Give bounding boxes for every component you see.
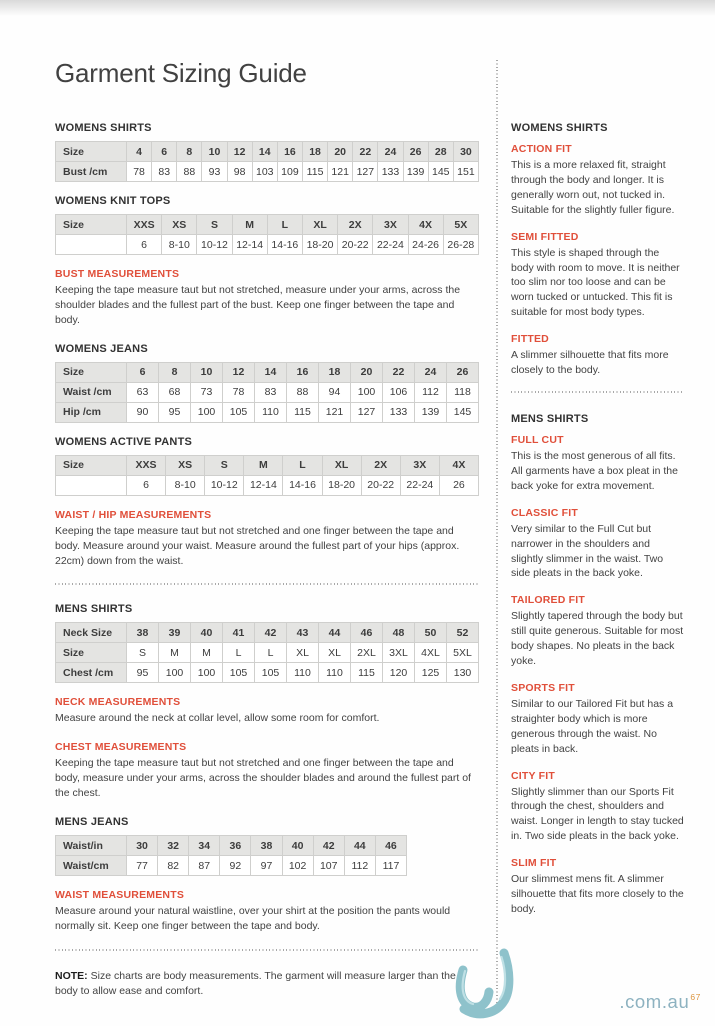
section-divider-dotted — [55, 583, 479, 585]
header-cell: 34 — [189, 836, 220, 856]
fit-name: FITTED — [511, 333, 549, 346]
value-cell: 83 — [255, 382, 287, 402]
measurement-heading: CHEST MEASUREMENTS — [55, 741, 187, 754]
right-column — [511, 122, 684, 930]
header-cell: 10 — [191, 362, 223, 382]
table-row — [56, 836, 407, 856]
value-cell: 139 — [415, 402, 447, 422]
fit-description: This is a more relaxed fit, straight through the body and longer. It is generally worn out, not tucked in. Suitable for the slightly fuller figure. — [511, 159, 675, 216]
fit-description: This style is shaped through the body with room to move. It is neither too slim nor too loose and can be worn tucked or untucked. This fit is suitable for most body types. — [511, 246, 680, 319]
value-cell: 100 — [159, 663, 191, 683]
header-cell: 48 — [383, 623, 415, 643]
header-cell: 3X — [400, 455, 439, 475]
value-cell: 117 — [375, 856, 406, 876]
fit-block-classic-fit — [511, 507, 684, 582]
fit-description: A slimmer silhouette that fits more closely to the body. — [511, 349, 669, 377]
value-cell: 90 — [127, 402, 159, 422]
fit-block-fitted — [511, 333, 684, 378]
section-heading: MENS JEANS — [55, 816, 129, 829]
value-cell: 10-12 — [205, 475, 244, 495]
row-label-cell — [56, 235, 127, 255]
measurement-heading: WAIST / HIP MEASUREMENTS — [55, 508, 212, 521]
fit-block-tailored-fit — [511, 594, 684, 669]
bust-measurements-note — [55, 268, 479, 328]
value-cell: 82 — [158, 856, 189, 876]
fit-description: Our slimmest mens fit. A slimmer silhouette that fits more closely to the body. — [511, 873, 684, 915]
header-cell: 22 — [383, 362, 415, 382]
fit-block-action-fit — [511, 143, 684, 218]
note-text: Size charts are body measurements. The garment will measure larger than the body to allow ease and comfort. — [55, 969, 456, 998]
header-cell: 39 — [159, 623, 191, 643]
value-cell: 127 — [351, 402, 383, 422]
header-cell: 8 — [159, 362, 191, 382]
value-cell: 12-14 — [244, 475, 283, 495]
header-cell: XL — [302, 215, 337, 235]
header-cell: S — [205, 455, 244, 475]
value-cell: 94 — [319, 382, 351, 402]
brand-ribbon-u-logo-icon — [450, 948, 530, 1020]
header-cell: 16 — [287, 362, 319, 382]
value-cell: 110 — [319, 663, 351, 683]
header-cell: Neck Size — [56, 623, 127, 643]
value-cell: 93 — [202, 162, 227, 182]
value-cell: 88 — [177, 162, 202, 182]
value-cell: 92 — [220, 856, 251, 876]
fit-name: SPORTS FIT — [511, 681, 575, 694]
measurement-text: Keeping the tape measure taut but not stretched, measure under your arms, across the shoulder blades and the fullest part of the bust. Keep one finger between the tape and body. — [55, 284, 461, 326]
header-cell: S — [197, 215, 232, 235]
womens-fits-heading: WOMENS SHIRTS — [511, 122, 608, 134]
row-label-cell: Hip /cm — [56, 402, 127, 422]
header-cell: M — [232, 215, 267, 235]
fit-name: SLIM FIT — [511, 857, 557, 870]
value-cell: 3XL — [383, 643, 415, 663]
header-cell: 46 — [351, 623, 383, 643]
header-cell: 44 — [344, 836, 375, 856]
page-number: 67 — [690, 991, 701, 1002]
value-cell: M — [159, 643, 191, 663]
value-cell: XL — [287, 643, 319, 663]
header-cell: 40 — [191, 623, 223, 643]
header-cell: 41 — [223, 623, 255, 643]
header-cell: 20 — [351, 362, 383, 382]
header-cell: 24 — [415, 362, 447, 382]
womens-shirts-section — [55, 122, 479, 182]
header-cell: 18 — [302, 142, 327, 162]
header-cell: 10 — [202, 142, 227, 162]
fits-divider-dotted — [511, 391, 684, 393]
waist-measurements-note — [55, 889, 479, 934]
value-cell: 121 — [328, 162, 353, 182]
value-cell: L — [223, 643, 255, 663]
value-cell: 73 — [191, 382, 223, 402]
footer-website — [619, 991, 700, 1013]
value-cell: 105 — [223, 402, 255, 422]
fit-name: CITY FIT — [511, 769, 555, 782]
value-cell: 87 — [189, 856, 220, 876]
header-cell: Size — [56, 362, 127, 382]
womens-active-pants-section — [55, 436, 479, 496]
header-cell: 52 — [447, 623, 479, 643]
fit-description: Slightly slimmer than our Sports Fit through the chest, shoulders and waist. Longer in length to stay tucked in. Two side pleats in the back yoke. — [511, 785, 684, 843]
header-cell: 26 — [447, 362, 479, 382]
section-heading: MENS SHIRTS — [55, 603, 133, 616]
header-cell: 12 — [223, 362, 255, 382]
chest-measurements-note — [55, 741, 479, 801]
header-cell: XXS — [127, 215, 162, 235]
value-cell: 100 — [351, 382, 383, 402]
waist-hip-measurements-note — [55, 509, 479, 569]
mens-jeans-section — [55, 816, 479, 876]
footer-domain-text: .com.au — [619, 991, 690, 1012]
womens-shirts-table — [55, 141, 479, 182]
value-cell: 103 — [252, 162, 277, 182]
value-cell: 18-20 — [322, 475, 361, 495]
table-row — [56, 235, 479, 255]
header-cell: 6 — [152, 142, 177, 162]
header-cell: 4 — [127, 142, 152, 162]
value-cell: 102 — [282, 856, 313, 876]
value-cell: 83 — [152, 162, 177, 182]
row-label-cell: Chest /cm — [56, 663, 127, 683]
neck-measurements-note — [55, 696, 479, 726]
header-cell: 42 — [255, 623, 287, 643]
value-cell: 14-16 — [267, 235, 302, 255]
table-row — [56, 362, 479, 382]
value-cell: 78 — [127, 162, 152, 182]
value-cell: 127 — [353, 162, 378, 182]
table-row — [56, 475, 479, 495]
header-cell: Size — [56, 142, 127, 162]
value-cell: 121 — [319, 402, 351, 422]
measurement-heading: WAIST MEASUREMENTS — [55, 889, 185, 902]
footer-note — [55, 969, 479, 999]
table-row — [56, 402, 479, 422]
value-cell: 105 — [223, 663, 255, 683]
value-cell: 12-14 — [232, 235, 267, 255]
value-cell: 26 — [439, 475, 478, 495]
header-cell: 42 — [313, 836, 344, 856]
fit-block-city-fit — [511, 770, 684, 845]
header-cell: XS — [162, 215, 197, 235]
row-label-cell: Waist/cm — [56, 856, 127, 876]
header-cell: 12 — [227, 142, 252, 162]
page-title: Garment Sizing Guide — [55, 58, 307, 88]
womens-knit-tops-section — [55, 195, 479, 255]
header-cell: 24 — [378, 142, 403, 162]
section-heading: WOMENS KNIT TOPS — [55, 195, 171, 207]
header-cell: XL — [322, 455, 361, 475]
header-cell: 18 — [319, 362, 351, 382]
measurement-text: Measure around your natural waistline, over your shirt at the position the pants would normally sit. Keep one finger between the tape and body. — [55, 905, 451, 932]
header-cell: 38 — [251, 836, 282, 856]
value-cell: 88 — [287, 382, 319, 402]
value-cell: L — [255, 643, 287, 663]
header-cell: 6 — [127, 362, 159, 382]
fit-description: Slightly tapered through the body but still quite generous. Suitable for most body shapes. No pleats in the back yoke. — [511, 610, 684, 668]
womens-jeans-table — [55, 362, 479, 423]
value-cell: 8-10 — [166, 475, 205, 495]
header-cell: Waist/in — [56, 836, 127, 856]
header-cell: 2X — [338, 215, 373, 235]
header-cell: Size — [56, 455, 127, 475]
header-cell: 3X — [373, 215, 408, 235]
value-cell: 125 — [415, 663, 447, 683]
value-cell: 105 — [255, 663, 287, 683]
table-row — [56, 856, 407, 876]
value-cell: 68 — [159, 382, 191, 402]
header-cell: 44 — [319, 623, 351, 643]
mens-fits-heading: MENS SHIRTS — [511, 412, 589, 425]
value-cell: 112 — [344, 856, 375, 876]
header-cell: 4X — [439, 455, 478, 475]
header-cell: XS — [166, 455, 205, 475]
value-cell: 63 — [127, 382, 159, 402]
value-cell: 77 — [127, 856, 158, 876]
value-cell: 22-24 — [400, 475, 439, 495]
value-cell: 118 — [447, 382, 479, 402]
value-cell: 5XL — [447, 643, 479, 663]
womens-active-pants-table — [55, 455, 479, 496]
fit-description: This is the most generous of all fits. All garments have a box pleat in the back yoke for extra movement. — [511, 449, 678, 492]
value-cell: 139 — [403, 162, 428, 182]
header-cell: 26 — [403, 142, 428, 162]
row-label-cell: Size — [56, 643, 127, 663]
fit-name: FULL CUT — [511, 433, 564, 446]
table-row — [56, 455, 479, 475]
fit-block-full-cut — [511, 434, 684, 494]
header-cell: 14 — [255, 362, 287, 382]
table-row — [56, 663, 479, 683]
fit-name: CLASSIC FIT — [511, 506, 578, 519]
header-cell: XXS — [127, 455, 166, 475]
header-cell: 30 — [453, 142, 478, 162]
value-cell: 107 — [313, 856, 344, 876]
fit-block-slim-fit — [511, 857, 684, 917]
value-cell: 100 — [191, 663, 223, 683]
mens-shirts-table — [55, 622, 479, 683]
fit-description: Similar to our Tailored Fit but has a straighter body which is more generous through the waist. No pleats in back. — [511, 697, 674, 755]
table-row — [56, 643, 479, 663]
header-cell: 16 — [277, 142, 302, 162]
measurement-heading: NECK MEASUREMENTS — [55, 696, 181, 709]
value-cell: 6 — [127, 475, 166, 495]
header-cell: 36 — [220, 836, 251, 856]
left-column — [55, 122, 479, 999]
section-heading: WOMENS SHIRTS — [55, 122, 152, 134]
header-cell: 40 — [282, 836, 313, 856]
value-cell: 2XL — [351, 643, 383, 663]
measurement-text: Keeping the tape measure taut but not stretched and one finger between the tape and body. Measure around your waist. Measure around the fullest part of your hips (approx. 22cm) down from the waist. — [55, 524, 460, 567]
fit-name: SEMI FITTED — [511, 230, 579, 243]
fit-description: Very similar to the Full Cut but narrower in the shoulders and slightly slimmer in the waist. Two side pleats in the back yoke. — [511, 522, 664, 580]
fit-name: ACTION FIT — [511, 143, 572, 155]
header-cell: L — [267, 215, 302, 235]
value-cell: 133 — [378, 162, 403, 182]
table-row — [56, 142, 479, 162]
womens-jeans-section — [55, 343, 479, 423]
value-cell: 115 — [287, 402, 319, 422]
row-label-cell: Waist /cm — [56, 382, 127, 402]
value-cell: S — [127, 643, 159, 663]
table-row — [56, 162, 479, 182]
row-label-cell — [56, 475, 127, 495]
value-cell: 151 — [453, 162, 478, 182]
value-cell: 4XL — [415, 643, 447, 663]
value-cell: 95 — [159, 402, 191, 422]
value-cell: 20-22 — [338, 235, 373, 255]
value-cell: 6 — [127, 235, 162, 255]
header-cell: Size — [56, 215, 127, 235]
value-cell: 26-28 — [443, 235, 478, 255]
header-cell: 4X — [408, 215, 443, 235]
value-cell: 95 — [127, 663, 159, 683]
note-label: NOTE: — [55, 969, 88, 982]
header-cell: M — [244, 455, 283, 475]
note-divider-dotted — [55, 949, 479, 951]
fit-name: TAILORED FIT — [511, 594, 585, 607]
table-row — [56, 382, 479, 402]
mens-shirts-section — [55, 603, 479, 683]
womens-knit-tops-table — [55, 214, 479, 255]
table-row — [56, 215, 479, 235]
header-cell: 32 — [158, 836, 189, 856]
value-cell: 112 — [415, 382, 447, 402]
row-label-cell: Bust /cm — [56, 162, 127, 182]
header-cell: 43 — [287, 623, 319, 643]
value-cell: 110 — [255, 402, 287, 422]
value-cell: 133 — [383, 402, 415, 422]
value-cell: 110 — [287, 663, 319, 683]
measurement-text: Measure around the neck at collar level, allow some room for comfort. — [55, 712, 380, 725]
value-cell: 100 — [191, 402, 223, 422]
header-cell: 38 — [127, 623, 159, 643]
value-cell: 115 — [302, 162, 327, 182]
value-cell: 145 — [428, 162, 453, 182]
value-cell: 130 — [447, 663, 479, 683]
fit-block-semi-fitted — [511, 231, 684, 321]
header-cell: 5X — [443, 215, 478, 235]
value-cell: 22-24 — [373, 235, 408, 255]
value-cell: 14-16 — [283, 475, 322, 495]
header-cell: 28 — [428, 142, 453, 162]
value-cell: 145 — [447, 402, 479, 422]
header-cell: 8 — [177, 142, 202, 162]
value-cell: 115 — [351, 663, 383, 683]
header-cell: 14 — [252, 142, 277, 162]
value-cell: 24-26 — [408, 235, 443, 255]
value-cell: M — [191, 643, 223, 663]
header-cell: L — [283, 455, 322, 475]
mens-jeans-table — [55, 835, 407, 876]
value-cell: 98 — [227, 162, 252, 182]
value-cell: 97 — [251, 856, 282, 876]
value-cell: XL — [319, 643, 351, 663]
value-cell: 10-12 — [197, 235, 232, 255]
header-cell: 50 — [415, 623, 447, 643]
measurement-heading: BUST MEASUREMENTS — [55, 268, 180, 280]
measurement-text: Keeping the tape measure taut but not stretched and one finger between the tape and body, measure under your arms, across the shoulder blades and around the fullest part of the chest. — [55, 757, 471, 800]
header-cell: 30 — [127, 836, 158, 856]
column-divider-dotted — [496, 60, 498, 1012]
table-row — [56, 623, 479, 643]
fit-block-sports-fit — [511, 682, 684, 757]
value-cell: 20-22 — [361, 475, 400, 495]
header-cell: 22 — [353, 142, 378, 162]
value-cell: 109 — [277, 162, 302, 182]
value-cell: 78 — [223, 382, 255, 402]
section-heading: WOMENS JEANS — [55, 342, 148, 355]
header-cell: 2X — [361, 455, 400, 475]
value-cell: 18-20 — [302, 235, 337, 255]
header-cell: 20 — [328, 142, 353, 162]
value-cell: 106 — [383, 382, 415, 402]
section-heading: WOMENS ACTIVE PANTS — [55, 435, 193, 448]
value-cell: 120 — [383, 663, 415, 683]
value-cell: 8-10 — [162, 235, 197, 255]
header-cell: 46 — [375, 836, 406, 856]
